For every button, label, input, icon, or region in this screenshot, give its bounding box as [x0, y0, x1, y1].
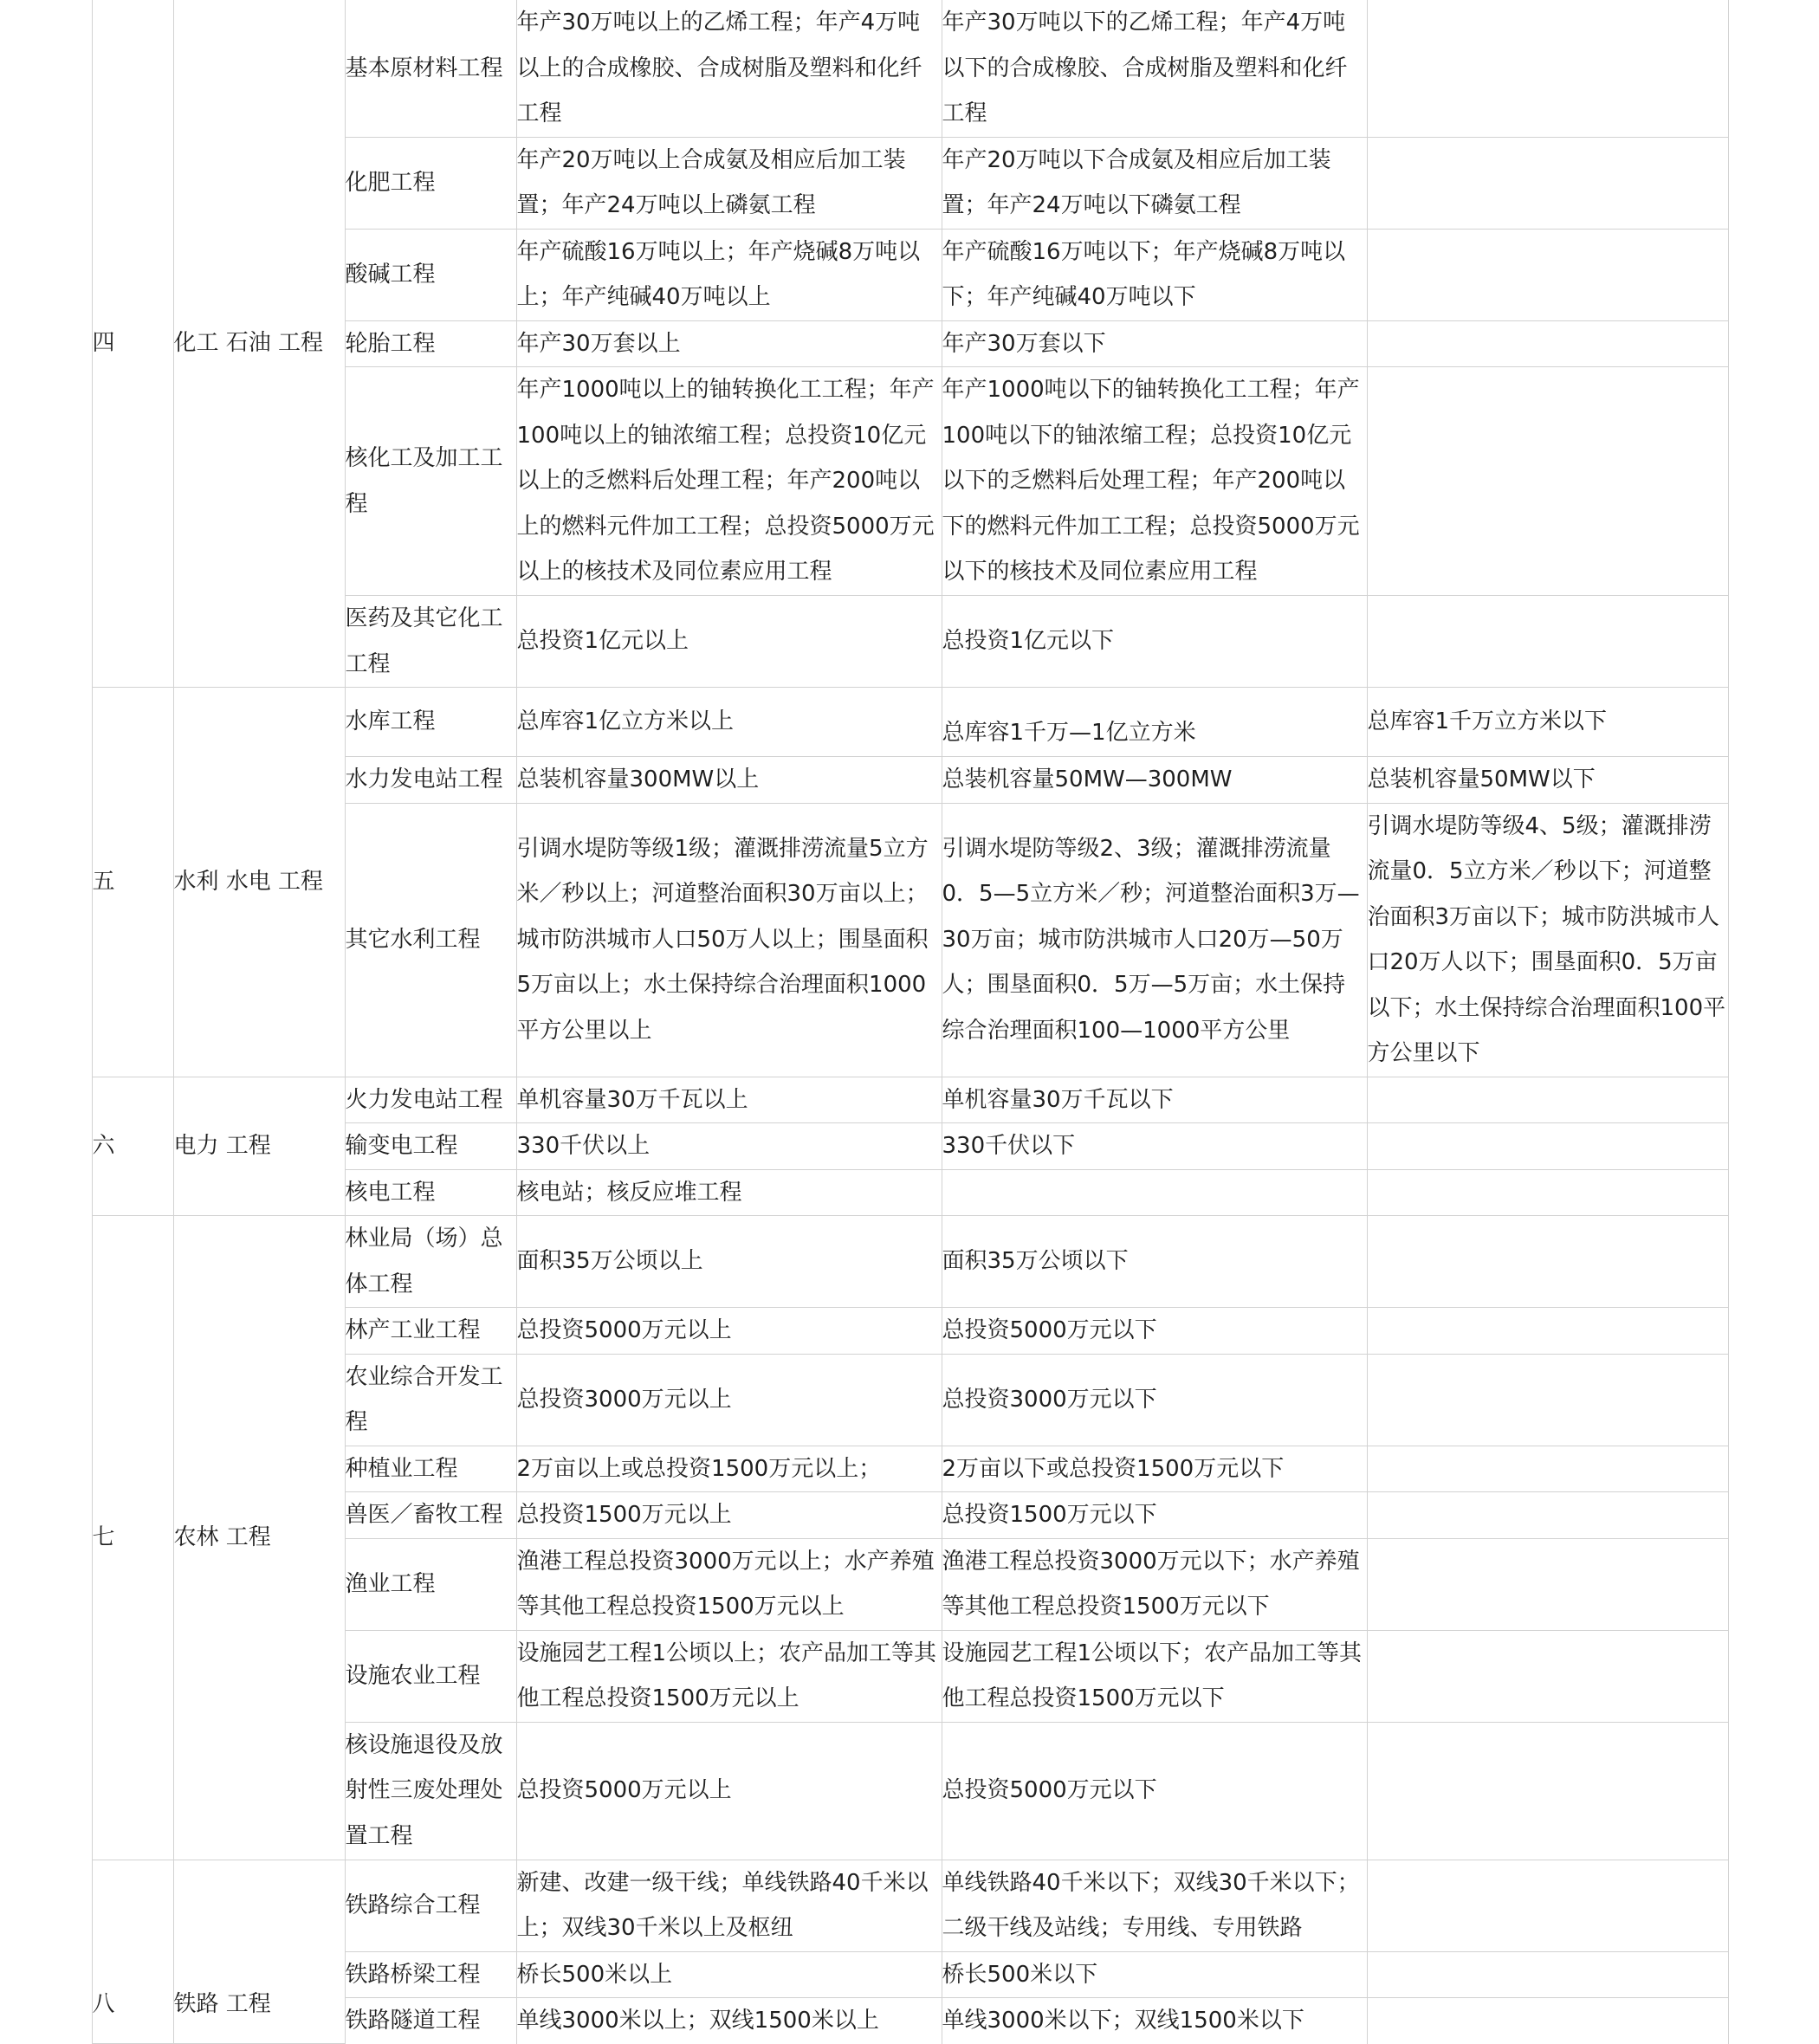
large-scale-cell: 引调水堤防等级1级；灌溉排涝流量5立方米／秒以上；河道整治面积30万亩以上；城市防洪城市人口50万人以上；围垦面积5万亩以上；水土保持综合治理面积1000平方公里以上 — [516, 803, 942, 1077]
large-scale-cell: 总投资5000万元以上 — [516, 1308, 942, 1355]
project-name: 核设施退役及放射性三废处理处置工程 — [345, 1722, 516, 1860]
project-name: 核电工程 — [345, 1169, 516, 1216]
medium-scale-cell: 年产30万套以下 — [942, 320, 1367, 367]
medium-scale-cell: 总库容1千万—1亿立方米 — [942, 688, 1367, 757]
small-scale-cell — [1367, 0, 1728, 137]
medium-scale-cell: 引调水堤防等级2、3级；灌溉排涝流量0．5—5立方米／秒；河道整治面积3万—30万亩；城市防洪城市人口20万—50万人；围垦面积0．5万—5万亩；水土保持综合治理面积100—1000平方公里 — [942, 803, 1367, 1077]
medium-scale-cell: 2万亩以下或总投资1500万元以下 — [942, 1446, 1367, 1492]
project-name: 农业综合开发工程 — [345, 1354, 516, 1446]
medium-scale-cell: 单线3000米以下；双线1500米以下 — [942, 1998, 1367, 2044]
table-row — [0, 1216, 1728, 1308]
large-scale-cell: 总投资1亿元以上 — [516, 596, 942, 688]
medium-scale-cell: 年产1000吨以下的铀转换化工工程；年产100吨以下的铀浓缩工程；总投资10亿元以下的乏燃料后处理工程；年产200吨以下的燃料元件加工工程；总投资5000万元以下的核技术及同位素应用工程 — [942, 367, 1367, 596]
medium-scale-cell: 年产硫酸16万吨以下；年产烧碱8万吨以下；年产纯碱40万吨以下 — [942, 229, 1367, 320]
small-scale-cell — [1367, 1169, 1728, 1216]
large-scale-cell: 渔港工程总投资3000万元以上；水产养殖等其他工程总投资1500万元以上 — [516, 1538, 942, 1630]
large-scale-cell: 330千伏以上 — [516, 1123, 942, 1170]
small-scale-cell — [1367, 596, 1728, 688]
medium-scale-cell: 总投资5000万元以下 — [942, 1722, 1367, 1860]
small-scale-cell — [1367, 1860, 1728, 1951]
group-name: 电力 工程 — [173, 1077, 345, 1216]
large-scale-cell: 年产硫酸16万吨以上；年产烧碱8万吨以上；年产纯碱40万吨以上 — [516, 229, 942, 320]
small-scale-cell — [1367, 1630, 1728, 1722]
project-name: 铁路隧道工程 — [345, 1998, 516, 2044]
large-scale-cell: 总投资5000万元以上 — [516, 1722, 942, 1860]
large-scale-cell: 桥长500米以上 — [516, 1951, 942, 1998]
large-scale-cell: 2万亩以上或总投资1500万元以上； — [516, 1446, 942, 1492]
group-name: 农林 工程 — [173, 1216, 345, 1860]
project-name: 基本原材料工程 — [345, 0, 516, 137]
medium-scale-cell: 总投资5000万元以下 — [942, 1308, 1367, 1355]
medium-scale-cell: 总装机容量50MW—300MW — [942, 757, 1367, 804]
small-scale-cell — [1367, 229, 1728, 320]
large-scale-cell: 总投资3000万元以上 — [516, 1354, 942, 1446]
medium-scale-cell: 单机容量30万千瓦以下 — [942, 1077, 1367, 1123]
small-scale-cell — [1367, 1354, 1728, 1446]
project-name: 水力发电站工程 — [345, 757, 516, 804]
project-name: 轮胎工程 — [345, 320, 516, 367]
medium-scale-cell — [942, 1169, 1367, 1216]
project-name: 林业局（场）总体工程 — [345, 1216, 516, 1308]
small-scale-cell — [1367, 137, 1728, 229]
small-scale-cell — [1367, 367, 1728, 596]
group-name: 化工 石油 工程 — [173, 0, 345, 688]
left-margin — [0, 0, 92, 2044]
project-name: 其它水利工程 — [345, 803, 516, 1077]
small-scale-cell — [1367, 1492, 1728, 1539]
medium-scale-cell: 桥长500米以下 — [942, 1951, 1367, 1998]
project-name: 水库工程 — [345, 688, 516, 757]
table-row — [0, 688, 1728, 757]
large-scale-cell: 年产1000吨以上的铀转换化工工程；年产100吨以上的铀浓缩工程；总投资10亿元以上的乏燃料后处理工程；年产200吨以上的燃料元件加工工程；总投资5000万元以上的核技术及同位素应用工程 — [516, 367, 942, 596]
small-scale-cell — [1367, 1216, 1728, 1308]
group-name: 水利 水电 工程 — [173, 688, 345, 1077]
small-scale-cell — [1367, 1998, 1728, 2044]
project-name: 火力发电站工程 — [345, 1077, 516, 1123]
medium-scale-cell: 设施园艺工程1公顷以下；农产品加工等其他工程总投资1500万元以下 — [942, 1630, 1367, 1722]
large-scale-cell: 核电站；核反应堆工程 — [516, 1169, 942, 1216]
large-scale-cell: 面积35万公顷以上 — [516, 1216, 942, 1308]
small-scale-cell: 总装机容量50MW以下 — [1367, 757, 1728, 804]
large-scale-cell: 总装机容量300MW以上 — [516, 757, 942, 804]
small-scale-cell — [1367, 1538, 1728, 1630]
group-number: 四 — [92, 0, 173, 688]
small-scale-cell — [1367, 1722, 1728, 1860]
project-name: 酸碱工程 — [345, 229, 516, 320]
medium-scale-cell: 总投资1亿元以下 — [942, 596, 1367, 688]
medium-scale-cell: 渔港工程总投资3000万元以下；水产养殖等其他工程总投资1500万元以下 — [942, 1538, 1367, 1630]
small-scale-cell: 总库容1千万立方米以下 — [1367, 688, 1728, 757]
project-name: 化肥工程 — [345, 137, 516, 229]
medium-scale-cell: 年产20万吨以下合成氨及相应后加工装置；年产24万吨以下磷氨工程 — [942, 137, 1367, 229]
group-name: 铁路 工程 — [173, 1860, 345, 2044]
large-scale-cell: 单机容量30万千瓦以上 — [516, 1077, 942, 1123]
table-row — [0, 0, 1728, 137]
large-scale-cell: 年产30万套以上 — [516, 320, 942, 367]
medium-scale-cell: 单线铁路40千米以下；双线30千米以下；二级干线及站线；专用线、专用铁路 — [942, 1860, 1367, 1951]
medium-scale-cell: 年产30万吨以下的乙烯工程；年产4万吨以下的合成橡胶、合成树脂及塑料和化纤工程 — [942, 0, 1367, 137]
project-name: 核化工及加工工程 — [345, 367, 516, 596]
group-number: 八 — [92, 1860, 173, 2044]
project-name: 种植业工程 — [345, 1446, 516, 1492]
small-scale-cell — [1367, 1446, 1728, 1492]
small-scale-cell — [1367, 320, 1728, 367]
project-name: 铁路桥梁工程 — [345, 1951, 516, 1998]
large-scale-cell: 年产20万吨以上合成氨及相应后加工装置；年产24万吨以上磷氨工程 — [516, 137, 942, 229]
small-scale-cell — [1367, 1951, 1728, 1998]
group-number: 六 — [92, 1077, 173, 1216]
group-number: 五 — [92, 688, 173, 1077]
large-scale-cell: 总投资1500万元以上 — [516, 1492, 942, 1539]
project-name: 设施农业工程 — [345, 1630, 516, 1722]
group-number: 七 — [92, 1216, 173, 1860]
project-name: 渔业工程 — [345, 1538, 516, 1630]
table-row — [0, 1860, 1728, 1951]
project-name: 医药及其它化工工程 — [345, 596, 516, 688]
table-row — [0, 1077, 1728, 1123]
project-name: 林产工业工程 — [345, 1308, 516, 1355]
large-scale-cell: 设施园艺工程1公顷以上；农产品加工等其他工程总投资1500万元以上 — [516, 1630, 942, 1722]
small-scale-cell — [1367, 1308, 1728, 1355]
small-scale-cell — [1367, 1123, 1728, 1170]
small-scale-cell: 引调水堤防等级4、5级；灌溉排涝流量0．5立方米／秒以下；河道整治面积3万亩以下；城市防洪城市人口20万人以下；围垦面积0．5万亩以下；水土保持综合治理面积100平方公里以下 — [1367, 803, 1728, 1077]
medium-scale-cell: 总投资3000万元以下 — [942, 1354, 1367, 1446]
small-scale-cell — [1367, 1077, 1728, 1123]
large-scale-cell: 总库容1亿立方米以上 — [516, 688, 942, 757]
medium-scale-cell: 总投资1500万元以下 — [942, 1492, 1367, 1539]
medium-scale-cell: 330千伏以下 — [942, 1123, 1367, 1170]
large-scale-cell: 新建、改建一级干线；单线铁路40千米以上；双线30千米以上及枢纽 — [516, 1860, 942, 1951]
large-scale-cell: 单线3000米以上；双线1500米以上 — [516, 1998, 942, 2044]
project-name: 输变电工程 — [345, 1123, 516, 1170]
large-scale-cell: 年产30万吨以上的乙烯工程；年产4万吨以上的合成橡胶、合成树脂及塑料和化纤工程 — [516, 0, 942, 137]
project-name: 铁路综合工程 — [345, 1860, 516, 1951]
medium-scale-cell: 面积35万公顷以下 — [942, 1216, 1367, 1308]
project-name: 兽医／畜牧工程 — [345, 1492, 516, 1539]
